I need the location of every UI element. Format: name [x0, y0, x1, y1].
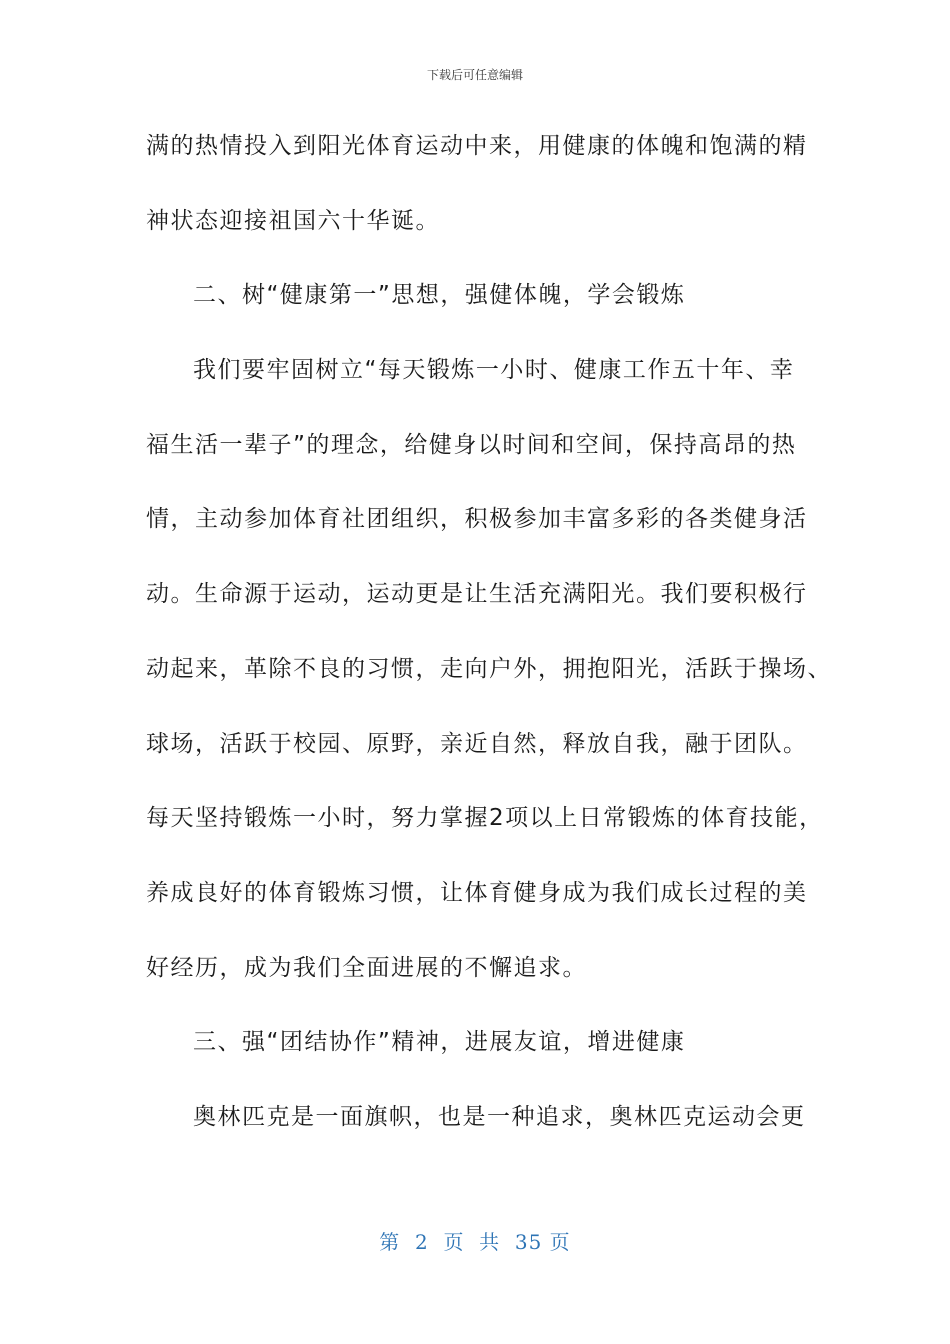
text-line: 养成良好的体育锻炼习惯，让体育健身成为我们成长过程的美 [146, 879, 808, 906]
page-number-text: 第 2 页 共 35 页 [379, 1230, 571, 1254]
text-line: 我们要牢固树立“每天锻炼一小时、健康工作五十年、幸 [193, 357, 795, 384]
text-line: 奥林匹克是一面旗帜，也是一种追求，奥林匹克运动会更 [193, 1103, 806, 1130]
text-line: 好经历，成为我们全面进展的不懈追求。 [146, 954, 587, 981]
text-line: 动。生命源于运动，运动更是让生活充满阳光。我们要积极行 [146, 581, 808, 608]
document-body [146, 128, 832, 1174]
text-line: 满的热情投入到阳光体育运动中来，用健康的体魄和饱满的精 [146, 133, 808, 159]
page-number-footer [0, 1226, 950, 1255]
section-heading: 三、强“团结协作”精神，进展友谊，增进健康 [193, 1029, 686, 1056]
text-line: 每天坚持锻炼一小时，努力掌握2项以上日常锻炼的体育技能， [146, 805, 824, 832]
text-line: 球场，活跃于校园、原野，亲近自然，释放自我，融于团队。 [146, 730, 808, 757]
text-line: 动起来，革除不良的习惯，走向户外，拥抱阳光，活跃于操场、 [146, 655, 832, 682]
text-line: 情，主动参加体育社团组织，积极参加丰富多彩的各类健身活 [146, 506, 808, 533]
text-line: 福生活一辈子”的理念，给健身以时间和空间，保持高昂的热 [146, 431, 797, 458]
section-heading: 二、树“健康第一”思想，强健体魄，学会锻炼 [193, 282, 686, 309]
page-header-note: 下载后可任意编辑 [426, 68, 523, 82]
text-line: 神状态迎接祖国六十华诞。 [146, 207, 440, 234]
